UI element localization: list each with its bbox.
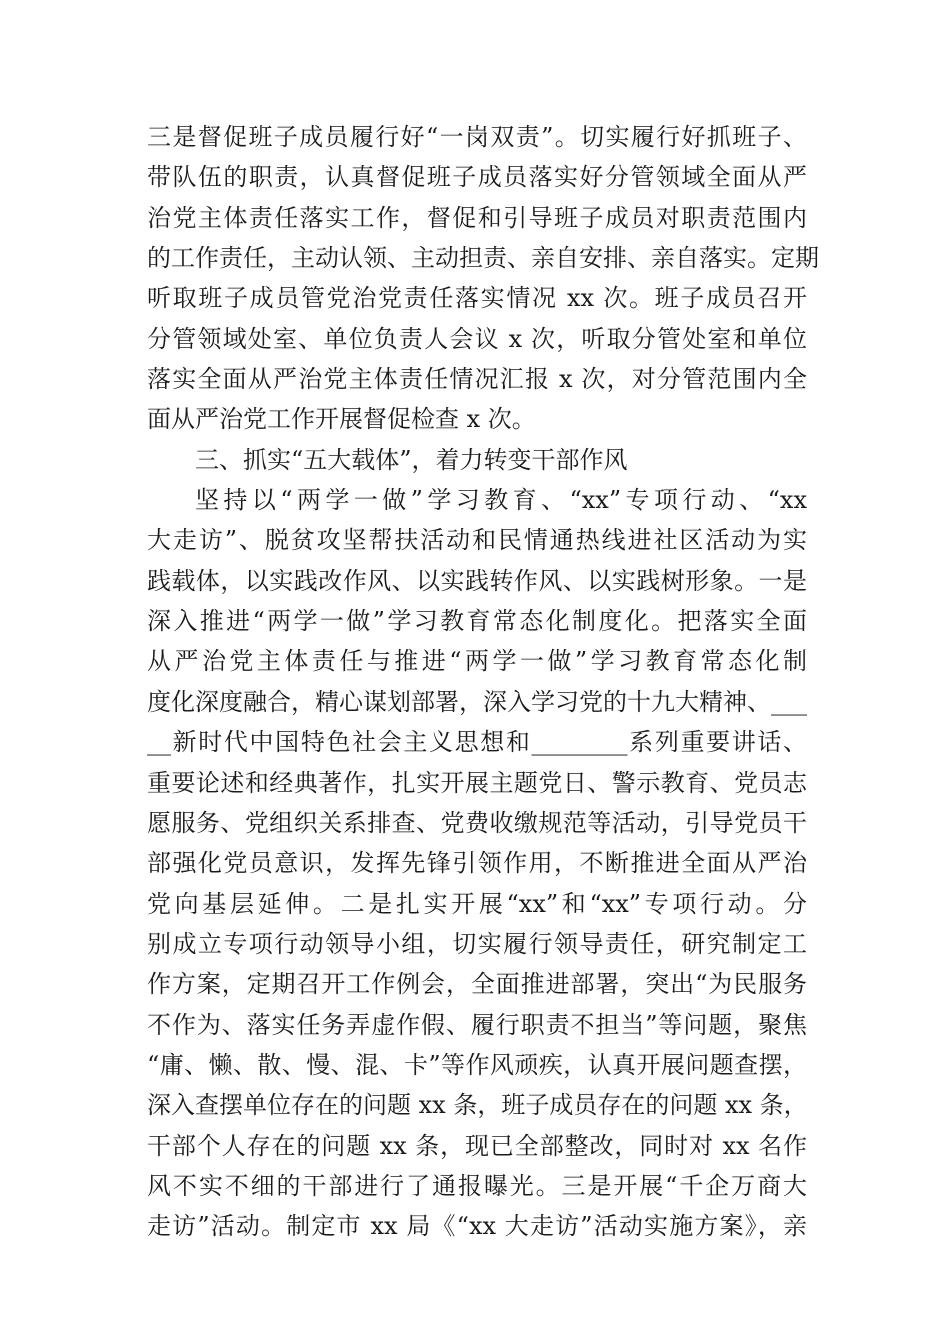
paragraph-line: 践载体，以实践改作风、以实践转作风、以实践树形象。一是 — [147, 566, 807, 595]
paragraph-line: 党向基层延伸。二是扎实开展“xx”和“xx”专项行动。分 — [147, 889, 807, 918]
paragraph-line: 风不实不细的干部进行了通报曝光。三是开展“千企万商大 — [147, 1171, 807, 1200]
paragraph-line: 不作为、落实任务弄虚作假、履行职责不担当”等问题，聚焦 — [147, 1010, 807, 1039]
paragraph-line: 分管领域处室、单位负责人会议 x 次，听取分管处室和单位 — [147, 324, 807, 353]
paragraph-line: 三是督促班子成员履行好“一岗双责”。切实履行好抓班子、 — [147, 123, 807, 151]
paragraph-line: 愿服务、党组织关系排查、党费收缴规范等活动，引导党员干 — [147, 808, 807, 837]
paragraph-line: 面从严治党工作开展督促检查 x 次。 — [147, 405, 536, 434]
paragraph-line: 带队伍的职责，认真督促班子成员落实好分管领域全面从严 — [147, 163, 807, 192]
paragraph-line: 大走访”、脱贫攻坚帮扶活动和民情通热线进社区活动为实 — [147, 526, 807, 555]
paragraph-line: 部强化党员意识，发挥先锋引领作用，不断推进全面从严治 — [147, 849, 807, 878]
paragraph-line: 从严治党主体责任与推进“两学一做”学习教育常态化制 — [147, 647, 807, 676]
paragraph-line: 别成立专项行动领导小组，切实履行领导责任，研究制定工 — [147, 929, 807, 958]
paragraph-line: 干部个人存在的问题 xx 条，现已全部整改，同时对 xx 名作 — [147, 1131, 807, 1160]
paragraph-line: 听取班子成员管党治党责任落实情况 xx 次。班子成员召开 — [147, 284, 807, 313]
paragraph-line: 治党主体责任落实工作，督促和引导班子成员对职责范围内 — [147, 203, 807, 232]
paragraph-line: 深入推进“两学一做”学习教育常态化制度化。把落实全面 — [147, 607, 807, 636]
paragraph-supervise-duties — [147, 117, 819, 440]
paragraph-line: 走访”活动。制定市 xx 局《“xx 大走访”活动实施方案》，亲 — [147, 1212, 807, 1241]
paragraph-five-carriers — [147, 480, 807, 1247]
paragraph-line: 坚持以“两学一做”学习教育、“xx”专项行动、“xx — [195, 486, 807, 515]
paragraph-line: 重要论述和经典著作，扎实开展主题党日、警示教育、党员志 — [147, 768, 807, 797]
document-body — [147, 117, 819, 1247]
paragraph-line: 的工作责任，主动认领、主动担责、亲自安排、亲自落实。定期 — [147, 244, 819, 273]
paragraph-line: “庸、懒、散、慢、混、卡”等作风顽疾，认真开展问题查摆， — [147, 1050, 807, 1079]
paragraph-line: 度化深度融合，精心谋划部署，深入学习党的十九大精神、___ — [147, 687, 807, 716]
paragraph-line: 落实全面从严治党主体责任情况汇报 x 次，对分管范围内全 — [147, 365, 807, 394]
paragraph-line: 深入查摆单位存在的问题 xx 条，班子成员存在的问题 xx 条， — [147, 1091, 808, 1120]
paragraph-line: __新时代中国特色社会主义思想和________系列重要讲话、 — [147, 728, 807, 757]
section-heading: 三、抓实“五大载体”，着力转变干部作风 — [195, 445, 628, 474]
paragraph-line: 作方案，定期召开工作例会，全面推进部署，突出“为民服务 — [147, 970, 807, 999]
